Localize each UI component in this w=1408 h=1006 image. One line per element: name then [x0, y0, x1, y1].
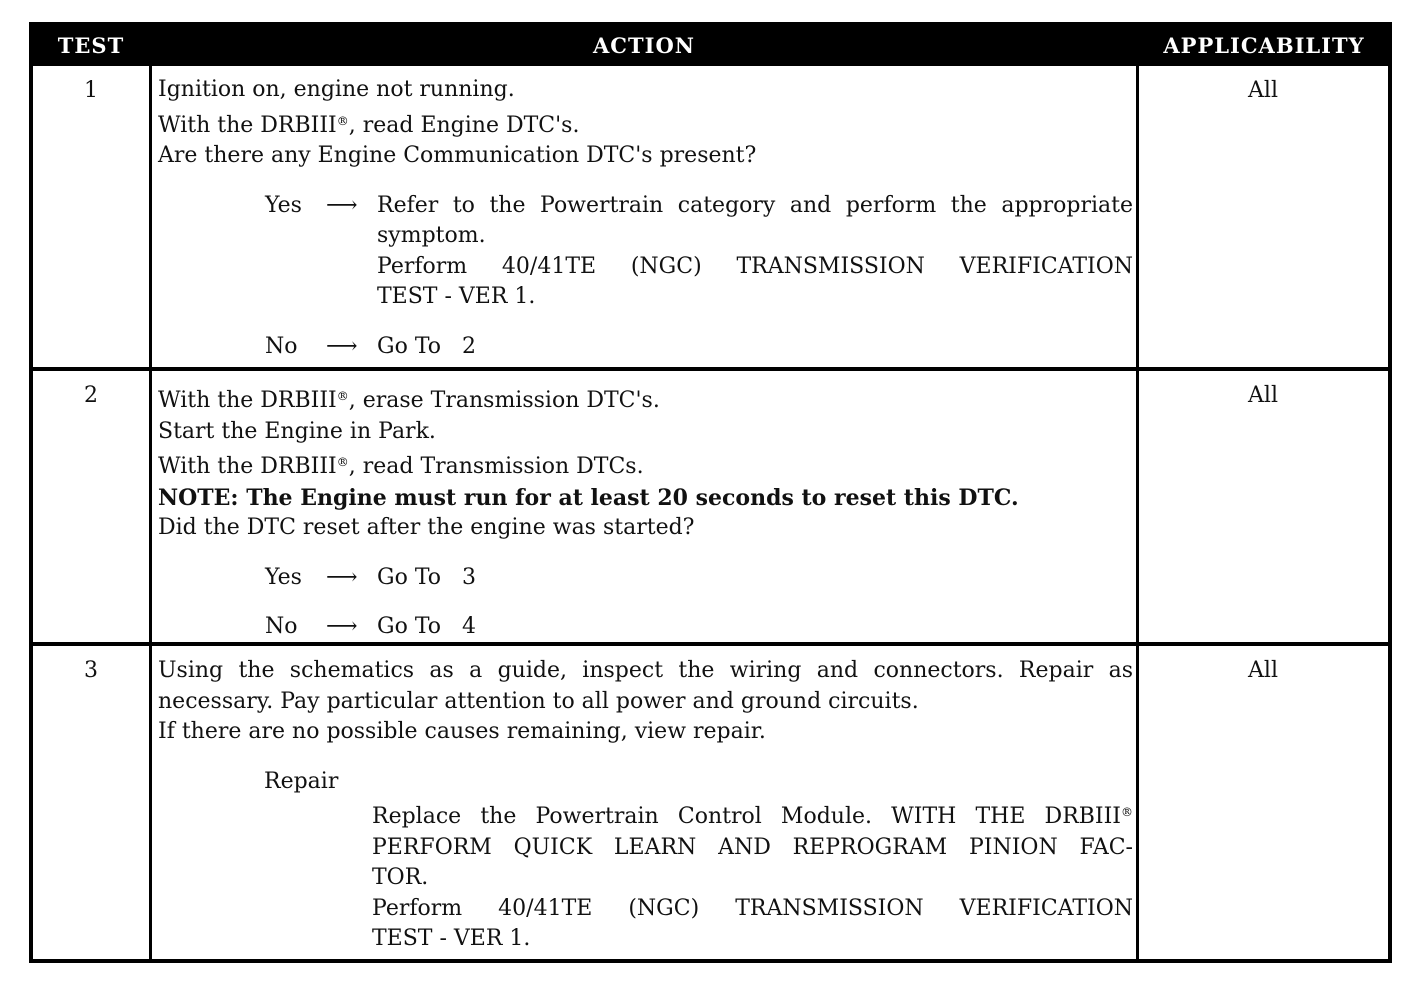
test-number: 3 — [84, 658, 98, 683]
repair-line: Perform 40/41TE (NGC) TRANSMISSION VERIFICATION — [372, 895, 1133, 921]
no-branch — [158, 612, 1133, 643]
question-text: Did the DTC reset after the engine was started? — [158, 515, 695, 540]
yes-result: Go To 3 — [377, 564, 476, 590]
yes-result: symptom. — [377, 223, 486, 248]
row-divider — [33, 642, 1388, 646]
column-divider — [1136, 66, 1139, 959]
arrow-icon: ⟶ — [326, 192, 358, 218]
applicability: All — [1248, 658, 1278, 683]
arrow-icon: ⟶ — [326, 614, 358, 639]
applicability: All — [1248, 383, 1278, 408]
table-header — [33, 26, 1388, 66]
repair-line: PERFORM QUICK LEARN AND REPROGRAM PINION FAC- — [372, 834, 1133, 860]
action-line: Are there any Engine Communication DTC's present? — [158, 143, 757, 168]
arrow-icon: ⟶ — [326, 333, 358, 359]
column-divider — [149, 66, 152, 959]
action-line: If there are no possible causes remaining, view repair. — [158, 719, 766, 744]
test-step-3 — [158, 656, 1133, 955]
no-label: No — [265, 614, 298, 639]
header-test: TEST — [57, 33, 125, 58]
row-divider — [33, 367, 1388, 371]
yes-result: Refer to the Powertrain category and perform the appropriate — [377, 192, 1133, 218]
yes-result: TEST - VER 1. — [377, 284, 536, 309]
header-action: ACTION — [593, 33, 695, 58]
yes-result: Perform 40/41TE (NGC) TRANSMISSION VERIFICATION — [377, 253, 1133, 279]
yes-branch — [158, 191, 1133, 313]
applicability: All — [1248, 78, 1278, 103]
no-result: Go To 4 — [377, 614, 476, 639]
test-number: 1 — [84, 78, 98, 103]
yes-label: Yes — [265, 192, 302, 218]
arrow-icon: ⟶ — [326, 564, 358, 590]
note-text: NOTE: The Engine must run for at least 20 seconds to reset this DTC. — [158, 484, 1019, 511]
repair-line: TOR. — [372, 865, 429, 890]
action-line: With the DRBIII®, erase Transmission DTC's. — [158, 388, 660, 413]
test-number: 2 — [84, 383, 98, 408]
action-line: With the DRBIII®, read Transmission DTCs. — [158, 454, 644, 479]
header-applicability: APPLICABILITY — [1163, 33, 1365, 58]
diagnostic-table — [29, 22, 1392, 963]
no-result: Go To 2 — [377, 333, 476, 359]
test-step-2 — [158, 381, 1133, 643]
action-line: Start the Engine in Park. — [158, 418, 436, 444]
action-line: Ignition on, engine not running. — [158, 77, 515, 102]
repair-instructions — [158, 797, 1133, 955]
no-branch — [158, 332, 1133, 363]
yes-label: Yes — [265, 564, 302, 590]
repair-label: Repair — [264, 768, 339, 794]
action-line: Using the schematics as a guide, inspect the wiring and connectors. Repair as — [158, 658, 1133, 683]
action-line: necessary. Pay particular attention to all power and ground circuits. — [158, 688, 919, 714]
repair-line: Replace the Powertrain Control Module. WITH THE DRBIII® — [372, 804, 1133, 829]
action-line: With the DRBIII®, read Engine DTC's. — [158, 112, 580, 138]
repair-line: TEST - VER 1. — [372, 926, 531, 951]
no-label: No — [265, 333, 298, 359]
yes-branch — [158, 563, 1133, 594]
test-step-1 — [158, 75, 1133, 362]
